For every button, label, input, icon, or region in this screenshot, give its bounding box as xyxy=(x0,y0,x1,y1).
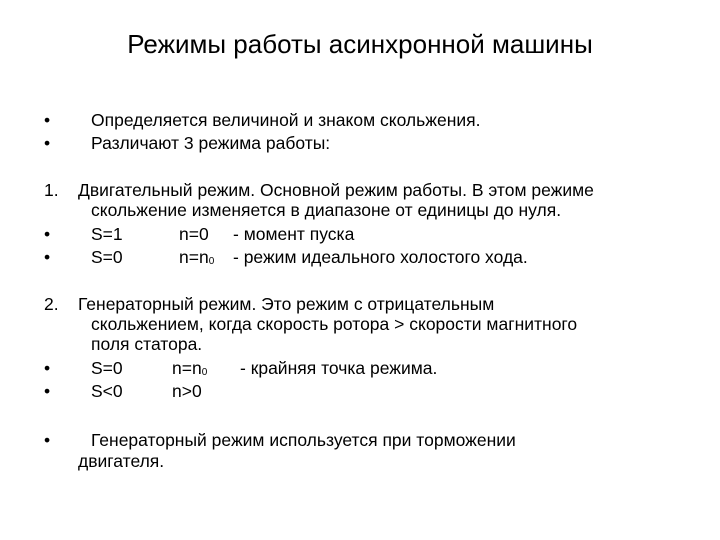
slip-value: S<0 xyxy=(91,381,123,401)
bullet-marker: • xyxy=(44,381,51,401)
mode2-row-1 xyxy=(0,358,720,379)
slip-value: S=1 xyxy=(91,224,123,244)
mode1-row-1 xyxy=(0,224,720,245)
bullet-marker: • xyxy=(44,110,51,130)
intro-line-1: Определяется величиной и знаком скольжения. xyxy=(91,110,481,130)
note-line-2: двигателя. xyxy=(78,451,165,471)
bullet-marker: • xyxy=(44,430,51,450)
mode1-number: 1. xyxy=(44,180,59,200)
mode1-line-2: скольжение изменяется в диапазоне от единицы до нуля. xyxy=(91,200,562,220)
intro-line-2: Различают 3 режима работы: xyxy=(91,133,331,153)
mode1-row-2 xyxy=(0,247,720,268)
slip-value: S=0 xyxy=(91,358,123,378)
slide-title: Режимы работы асинхронной машины xyxy=(127,29,593,59)
mode2-line-3: поля статора. xyxy=(91,334,203,354)
mode2-row-2 xyxy=(0,381,720,402)
note-line-1: Генераторный режим используется при торможении xyxy=(91,430,516,450)
row-description: - режим идеального холостого хода. xyxy=(233,247,528,267)
bullet-marker: • xyxy=(44,133,51,153)
speed-value: n=n0 xyxy=(179,247,215,267)
row-description: - крайняя точка режима. xyxy=(240,358,438,378)
mode2-line-1: Генераторный режим. Это режим с отрицательным xyxy=(78,294,495,314)
bullet-marker: • xyxy=(44,358,51,378)
speed-value: n>0 xyxy=(172,381,202,401)
row-description: - момент пуска xyxy=(233,224,355,244)
mode2-line-2: скольжением, когда скорость ротора > скорости магнитного xyxy=(91,314,578,334)
speed-value: n=n0 xyxy=(172,358,208,378)
mode2-number: 2. xyxy=(44,294,59,314)
slip-value: S=0 xyxy=(91,247,123,267)
mode1-line-1: Двигательный режим. Основной режим работы. В этом режиме xyxy=(78,180,594,200)
bullet-marker: • xyxy=(44,224,51,244)
speed-value: n=0 xyxy=(179,224,209,244)
bullet-marker: • xyxy=(44,247,51,267)
